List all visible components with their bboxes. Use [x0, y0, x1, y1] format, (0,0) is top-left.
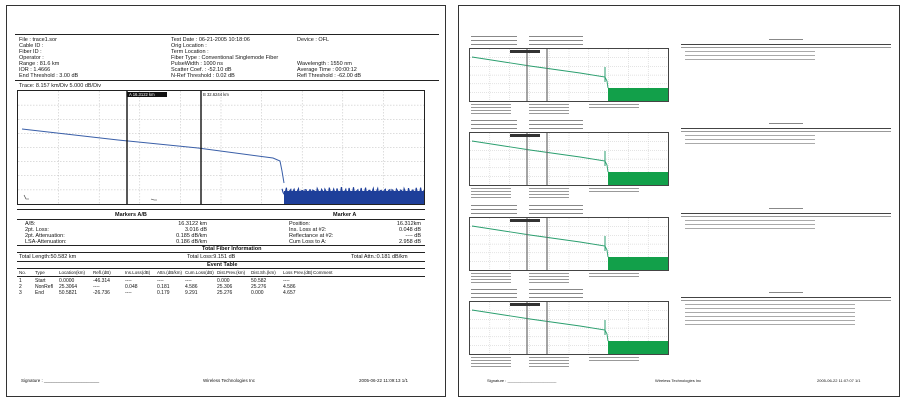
marker-info-line [529, 107, 569, 108]
event-table-cell: 0.181 [157, 284, 170, 290]
end-threshold-label: End Threshold : 3.00 dB [19, 73, 79, 79]
mini-trace-graphic [470, 218, 668, 270]
event-table-header: Attn.(dB/km) [157, 270, 183, 275]
event-table-cell: ---- [125, 290, 132, 296]
event-header-line [681, 47, 891, 48]
mini-trace-graphic [470, 302, 668, 354]
trace-scale-label: Trace: 8.157 km/Div 5.000 dB/Div [19, 83, 102, 89]
event-table-cell: 3 [19, 290, 22, 296]
event-table-cell: 4.657 [283, 290, 296, 296]
markers-ab-row-label: 2pt. Attenuation: [25, 233, 65, 239]
marker-info-line [471, 194, 511, 195]
term-location-label: Term Location : [171, 49, 209, 55]
signature-line: Signature : ______________________ [487, 378, 557, 383]
marker-a-row-value: 2.958 dB [398, 239, 421, 245]
header-text-line [529, 36, 583, 37]
noise-band [284, 191, 424, 204]
trace-line [472, 310, 608, 341]
event-table-header: Comment [313, 270, 333, 275]
header-text-line [529, 209, 583, 210]
header-text-line [529, 213, 583, 214]
event-table-header: Location(km) [59, 270, 86, 275]
header-bottom-rule [15, 80, 439, 81]
header-text-line [529, 128, 583, 129]
header-text-line [529, 44, 583, 45]
marker-a-row-label: Cum Loss to A: [289, 239, 327, 245]
marker-a-text: A 16.3122 km [129, 92, 155, 97]
header-text-line [529, 297, 583, 298]
event-header-line [681, 300, 891, 301]
event-table-cell: 0.179 [157, 290, 170, 296]
marker-info-line [529, 273, 569, 274]
marker-info-line [529, 110, 569, 111]
header-text-line [529, 120, 583, 121]
event-table-header: No. [19, 270, 27, 275]
device-label: Device : OFL [297, 37, 330, 43]
fiber-type-label: Fiber Type : Conventional Singlemode Fiber [171, 55, 279, 61]
wavelength-label: Wavelength : 1550 nm [297, 61, 352, 67]
fiber-id-label: Fiber ID : [19, 49, 42, 55]
event-row-line [685, 135, 815, 136]
header-text-line [471, 289, 517, 290]
pulse-width-label: PulseWidth : 1000 ns [171, 61, 223, 67]
print-date: 2005-06-22 11:09:13 1/1 [359, 378, 408, 383]
event-table-cell: 50.582 [251, 278, 267, 284]
fiber-info-line [589, 191, 639, 192]
event-table-cell: 50.5821 [59, 290, 78, 296]
event-row-line [685, 304, 855, 305]
event-table-cell: ---- [93, 284, 100, 290]
header-text-line [471, 36, 517, 37]
marker-info-line [529, 282, 569, 283]
scatter-coef-label: Scatter Coef. : -52.10 dB [171, 67, 232, 73]
event-row-line [685, 308, 855, 309]
event-table-header-rule [17, 276, 425, 277]
marker-tag [510, 134, 540, 137]
cable-id-label: Cable ID : [19, 43, 44, 49]
marker-b-text: B 32.6244 km [203, 92, 229, 97]
event-table-cell: 4.586 [185, 284, 198, 290]
event-table-header: Cum.Loss(dB) [185, 270, 214, 275]
event-row-line [685, 316, 855, 317]
orig-location-label: Orig Location : [171, 43, 207, 49]
event-table-cell: 9.291 [185, 290, 198, 296]
noise-band [608, 172, 668, 185]
marker-info-line [471, 273, 511, 274]
marker-info-line [529, 276, 569, 277]
marker-info-line [529, 363, 569, 364]
event-table-title-line [769, 123, 803, 124]
marker-a-row-label: Reflectance at #2: [289, 233, 334, 239]
marker-tag [510, 50, 540, 53]
refl-threshold-label: Refl Threshold : -62.00 dB [297, 73, 362, 79]
marker-info-line [529, 366, 569, 367]
markers-ab-row-label: 2pt. Loss: [25, 227, 49, 233]
event-row-line [685, 59, 815, 60]
total-length: Total Length:50.582 km [19, 254, 77, 260]
header-text-line [529, 124, 583, 125]
otdr-trace-plot [17, 90, 425, 205]
header-text-line [529, 293, 583, 294]
noise-band [608, 341, 668, 354]
noise-band [608, 257, 668, 270]
marker-tag [510, 219, 540, 222]
event-table-title-line [769, 208, 803, 209]
event-table-cell: 1 [19, 278, 22, 284]
nref-threshold-label: N-Ref Threshold : 0.02 dB [171, 73, 235, 79]
markers-ab-row-label: A/B: [25, 221, 36, 227]
trace-line [472, 57, 608, 88]
event-row-line [685, 320, 855, 321]
header-text-line [529, 205, 583, 206]
header-text-line [471, 124, 517, 125]
marker-a-row-value: 0.048 dB [398, 227, 421, 233]
markers-top-rule [17, 209, 425, 210]
header-text-line [471, 213, 517, 214]
event-table-cell: NonRefl [35, 284, 54, 290]
event-table-header: Dist.Prev.(km) [217, 270, 246, 275]
header-top-rule [15, 34, 439, 35]
header-text-line [471, 40, 517, 41]
event-table-header: Ins.Loss(dB) [125, 270, 151, 275]
marker-a-row-label: Ins. Loss at #2: [289, 227, 327, 233]
event-table-cell: 25.276 [217, 290, 233, 296]
marker-info-line [471, 191, 511, 192]
marker-info-line [529, 113, 569, 114]
event-row-line [685, 224, 815, 225]
header-text-line [471, 205, 517, 206]
event-row-line [685, 228, 815, 229]
fiber-info-title: Total Fiber Information [202, 246, 262, 252]
event-table-title-line [769, 39, 803, 40]
marker-info-line [471, 104, 511, 105]
fiber-info-line [589, 104, 639, 105]
header-text-line [471, 297, 517, 298]
event-table-title: Event Table [207, 262, 238, 268]
header-text-line [529, 40, 583, 41]
event-table-cell: Start [35, 278, 46, 284]
header-text-line [471, 44, 517, 45]
trace-line [22, 129, 284, 183]
event-row-line [685, 143, 815, 144]
marker-info-line [471, 279, 511, 280]
event-table-cell: -46.314 [93, 278, 110, 284]
mini-trace-graphic [470, 49, 668, 101]
report-page-left [6, 5, 446, 397]
event-row-line [685, 51, 815, 52]
marker-info-line [471, 282, 511, 283]
report-page-right [458, 5, 900, 397]
total-loss: Total Loss:9.151 dB [187, 254, 236, 260]
event-table-cell: 25.276 [251, 284, 267, 290]
marker-info-line [471, 363, 511, 364]
event-table-cell: 4.586 [283, 284, 296, 290]
noise-band [608, 88, 668, 101]
fiber-info-rule [17, 252, 425, 253]
otdr-trace-graphic [18, 91, 424, 204]
marker-info-line [529, 357, 569, 358]
event-table-rule [681, 297, 891, 298]
event-table-cell: 2 [19, 284, 22, 290]
header-text-line [471, 293, 517, 294]
markers-ab-row-value: 16.3122 km [178, 221, 207, 227]
marker-info-line [471, 110, 511, 111]
marker-tag [510, 303, 540, 306]
marker-info-line [529, 194, 569, 195]
trace-line [472, 141, 608, 172]
test-date-label: Test Date : 06-21-2005 10:18:06 [171, 37, 250, 43]
event-table-title-line [769, 292, 803, 293]
marker-a-title: Marker A [333, 212, 357, 218]
event-row-line [685, 139, 815, 140]
marker-info-line [529, 197, 569, 198]
marker-info-line [471, 360, 511, 361]
file-label: File : trace1.sor [19, 37, 57, 43]
marker-info-line [529, 191, 569, 192]
header-text-line [529, 289, 583, 290]
event-row-line [685, 220, 815, 221]
event-table-cell: -26.736 [93, 290, 110, 296]
fiber-info-line [589, 357, 639, 358]
total-attn: Total Attn.:0.181 dB/km [351, 254, 408, 260]
markers-ab-row-value: 0.186 dB/km [176, 239, 207, 245]
event-table-rule [681, 44, 891, 45]
event-table-cell: 0.000 [217, 278, 230, 284]
event-row-line [685, 55, 815, 56]
event-table-cell: ---- [157, 278, 164, 284]
markers-ab-row-value: 0.185 dB/km [176, 233, 207, 239]
signature-line: Signature : ______________________ [21, 378, 100, 383]
trace-line [472, 226, 608, 257]
event-marker-start [24, 195, 29, 199]
marker-info-line [471, 188, 511, 189]
fiber-info-line [589, 107, 639, 108]
marker-info-line [471, 107, 511, 108]
event-table-cell: 0.000 [251, 290, 264, 296]
event-table-header: Dist.Sh.(km) [251, 270, 276, 275]
event-header-line [681, 131, 891, 132]
markers-ab-title: Markers A/B [115, 212, 147, 218]
fiber-info-line [589, 276, 639, 277]
markers-ab-row-value: 3.016 dB [184, 227, 207, 233]
event-marker-mid [151, 199, 157, 200]
event-row-line [685, 324, 855, 325]
mini-trace-graphic [470, 133, 668, 185]
event-table-cell: ---- [283, 278, 290, 284]
fiber-info-line [589, 360, 639, 361]
print-date: 2005-06-22 11:07:07 1/1 [817, 378, 861, 383]
event-table-cell: ---- [185, 278, 192, 284]
marker-info-line [529, 104, 569, 105]
marker-a-row-value: ---- dB [405, 233, 421, 239]
event-header-line [681, 216, 891, 217]
event-table-rule [681, 213, 891, 214]
fiber-info-line [589, 273, 639, 274]
event-row-line [685, 312, 855, 313]
event-table-cell: End [35, 290, 44, 296]
marker-info-line [529, 279, 569, 280]
markers-title-rule [17, 219, 425, 220]
marker-info-line [471, 113, 511, 114]
event-table-rule [681, 128, 891, 129]
marker-a-row-value: 16.312km [396, 221, 421, 227]
marker-a-row-label: Position: [289, 221, 311, 227]
marker-info-line [471, 366, 511, 367]
event-table-header: Refl.(dB) [93, 270, 111, 275]
event-table-cell: ---- [125, 278, 132, 284]
header-text-line [471, 120, 517, 121]
event-table-title-rule [17, 268, 425, 269]
marker-info-line [471, 197, 511, 198]
event-table-header: Loss Prev.(dB) [283, 270, 313, 275]
header-text-line [471, 128, 517, 129]
range-label: Range : 81.6 km [19, 61, 60, 67]
event-table-cell: 25.3064 [59, 284, 78, 290]
ior-label: IOR : 1.4666 [19, 67, 51, 73]
company-name: Wireless Technologies Inc [203, 378, 255, 383]
average-time-label: Average Time : 00:00:12 [297, 67, 357, 73]
company-name: Wireless Technologies Inc [655, 378, 702, 383]
operator-label: Operator : [19, 55, 44, 61]
event-table-cell: 0.0000 [59, 278, 75, 284]
fiber-info-line [589, 188, 639, 189]
marker-info-line [529, 360, 569, 361]
marker-info-line [471, 276, 511, 277]
marker-info-line [529, 188, 569, 189]
event-table-header: Type [35, 270, 45, 275]
marker-info-line [471, 357, 511, 358]
event-table-cell: 0.048 [125, 284, 138, 290]
header-text-line [471, 209, 517, 210]
event-table-cell: 25.306 [217, 284, 233, 290]
markers-ab-row-label: LSA-Attenuation: [25, 239, 67, 245]
